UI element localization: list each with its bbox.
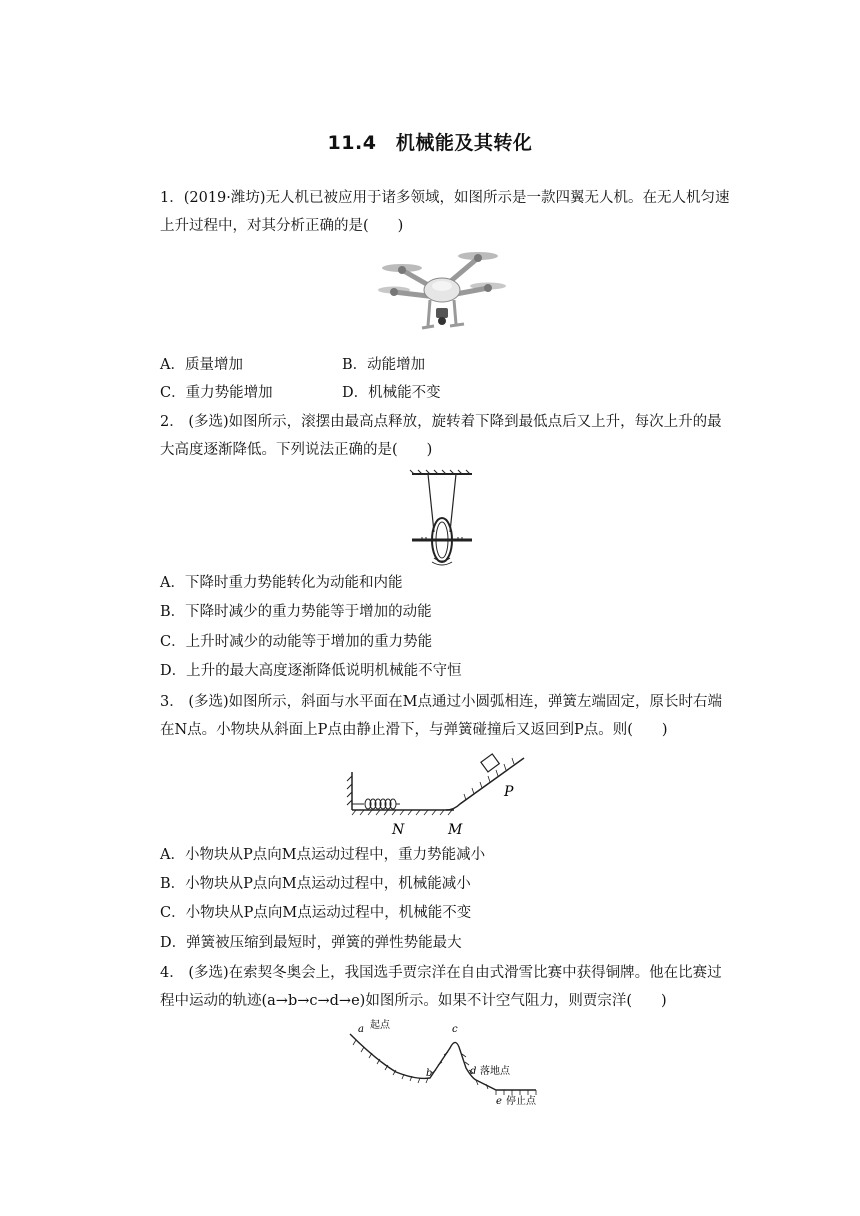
q3-option-d: D．弹簧被压缩到最短时，弹簧的弹性势能最大 [160, 935, 462, 951]
q3-option-a: A．小物块从P点向M点运动过程中，重力势能减小 [160, 847, 486, 863]
ski-track-figure [346, 1020, 556, 1108]
q2-option-c: C．上升时减少的动能等于增加的重力势能 [160, 634, 433, 650]
label-b: b [426, 1068, 433, 1079]
q1-option-d: D．机械能不变 [342, 385, 441, 401]
drone-figure [378, 246, 506, 338]
q3-option-c: C．小物块从P点向M点运动过程中，机械能不变 [160, 905, 472, 921]
label-stop: 停止点 [506, 1096, 536, 1107]
label-m: M [448, 822, 463, 838]
label-c: c [452, 1024, 458, 1035]
q1-option-b: B．动能增加 [342, 357, 426, 373]
question-2-stem: 2． (多选)如图所示，滚摆由最高点释放，旋转着下降到最低点后又上升，每次上升的最大高度逐渐降低。下列说法正确的是( ) [160, 414, 722, 458]
q1-option-c: C．重力势能增加 [160, 385, 273, 401]
q2-option-d: D．上升的最大高度逐渐降低说明机械能不守恒 [160, 663, 462, 679]
label-p: P [504, 784, 514, 800]
q2-option-a: A．下降时重力势能转化为动能和内能 [160, 575, 403, 591]
label-d: d [470, 1066, 477, 1077]
label-landing: 落地点 [480, 1066, 510, 1077]
label-a: a [358, 1024, 364, 1035]
label-e: e [496, 1096, 502, 1107]
q3-option-b: B．小物块从P点向M点运动过程中，机械能减小 [160, 876, 471, 892]
maxwell-wheel-figure [408, 470, 476, 566]
label-start: 起点 [370, 1020, 390, 1031]
page-title: 11.4 机械能及其转化 [327, 132, 533, 154]
question-3-stem: 3． (多选)如图所示，斜面与水平面在M点通过小圆弧相连，弹簧左端固定，原长时右端在N点。小物块从斜面上P点由静止滑下，与弹簧碰撞后又返回到P点。则( ) [160, 694, 722, 738]
question-1-stem: 1．(2019·潍坊)无人机已被应用于诸多领域，如图所示是一款四翼无人机。在无人机匀速上升过程中，对其分析正确的是( ) [160, 190, 730, 234]
q1-option-a: A．质量增加 [160, 357, 243, 373]
label-n: N [392, 822, 405, 838]
incline-spring-figure [346, 752, 526, 838]
question-4-stem: 4． (多选)在索契冬奥会上，我国选手贾宗洋在自由式滑雪比赛中获得铜牌。他在比赛过程中运动的轨迹(a→b→c→d→e)如图所示。如果不计空气阻力，则贾宗洋( ) [160, 965, 722, 1009]
q2-option-b: B．下降时减少的重力势能等于增加的动能 [160, 604, 432, 620]
